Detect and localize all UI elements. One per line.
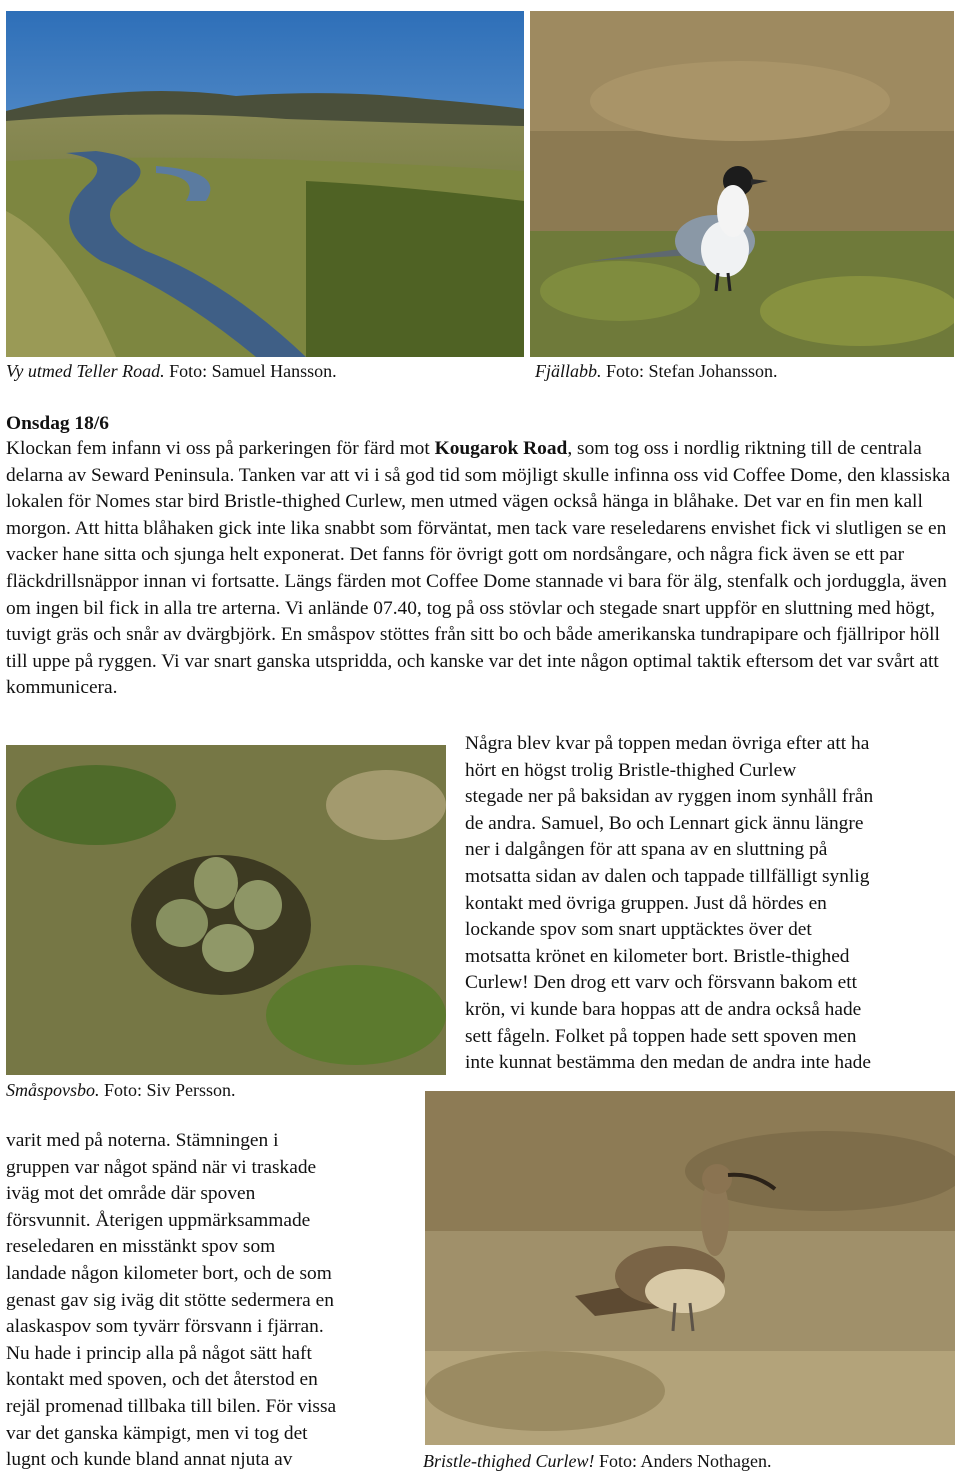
paragraph-intro xyxy=(6,436,958,702)
text-line: kontakt med övriga gruppen. Just då hördes en xyxy=(465,892,827,914)
landscape-caption xyxy=(6,360,337,382)
caption-credit: Foto: Siv Persson. xyxy=(99,1080,236,1100)
caption-italic: Fjällabb. xyxy=(535,361,602,381)
intro-text-start: Klockan fem infann vi oss på parkeringen för färd mot xyxy=(6,438,435,459)
tern-caption xyxy=(535,360,778,382)
tern-photo xyxy=(530,11,954,357)
day-heading: Onsdag 18/6 xyxy=(6,413,109,434)
text-line: de andra. Samuel, Bo och Lennart gick ännu längre xyxy=(465,812,864,834)
caption-italic: Småspovsbo. xyxy=(6,1080,100,1100)
text-line: genast gav sig iväg dit stötte sedermera en xyxy=(6,1289,334,1311)
landscape-photo xyxy=(6,11,524,357)
intro-text-rest: , som tog oss i nordlig riktning till de centrala delarna av Seward Peninsula. Tanken var att vi i så god tid som möjligt skulle infinna oss vid Coffee Dome, den klassiska lokalen för Nomes star bird Bristle-thighed Curlew, men utmed vägen också hänga in blåhake. Det var en fin men kall morgon. Att hitta blåhaken gick inte lika snabbt som förväntat, men tack vare reseledarens envishet fick vi slutligen se en vacker hane sitta och sjunga helt exponerat. Det fanns för övrigt gott om nordsångare, och några fick även se ett par fläckdrillsnäppor innan vi fortsatte. Längs färden mot Coffee Dome stannade vi bara för älg, stenfalk och jorduggla, även om ingen bil fick in alla tre arterna. Vi anlände 07.40, tog på oss stövlar och stegade snart uppför en sluttning med högt, tuvigt gräs och snår av dvärgbjörk. En småspov stöttes från sitt bo och både amerikanska tundrapipare och fjällripor höll till uppe på ryggen. Vi var snart ganska utspridda, och kanske var det inte någon optimal taktik eftersom det var svårt att kommunicera. xyxy=(6,438,951,699)
text-line: kontakt med spoven, och det återstod en xyxy=(6,1369,318,1391)
text-line: alaskaspov som tyvärr försvann i fjärran. xyxy=(6,1316,324,1338)
text-line: Nu hade i princip alla på något sätt haft xyxy=(6,1342,312,1364)
caption-italic: Bristle-thighed Curlew! xyxy=(423,1451,595,1471)
caption-credit: Foto: Anders Nothagen. xyxy=(594,1451,772,1471)
text-line: reseledaren en misstänkt spov som xyxy=(6,1236,276,1258)
text-line: Några blev kvar på toppen medan övriga efter att ha xyxy=(465,733,870,754)
text-line: sett fågeln. Folket på toppen hade sett spoven men xyxy=(465,1025,857,1047)
text-line: varit med på noterna. Stämningen i xyxy=(6,1130,279,1151)
text-line: motsatta krönet en kilometer bort. Bristle-thighed xyxy=(465,945,850,967)
kougarok-road-bold: Kougarok Road xyxy=(434,438,568,459)
text-line: ner i dalgången för att spana av en sluttning på xyxy=(465,839,828,861)
paragraph-left-column xyxy=(6,1128,421,1474)
text-line: stegade ner på baksidan av ryggen inom synhåll från xyxy=(465,786,874,808)
paragraph-right-column xyxy=(465,731,960,1077)
nest-photo xyxy=(6,745,446,1075)
paragraph-intro-text xyxy=(6,436,958,702)
text-line: lockande spov som snart upptäcktes över det xyxy=(465,919,812,941)
text-line: inte kunnat bestämma den medan de andra inte hade xyxy=(465,1052,871,1074)
nest-caption xyxy=(6,1079,236,1101)
text-line: krön, vi kunde bara hoppas att de andra också hade xyxy=(465,998,862,1020)
text-line: rejäl promenad tillbaka till bilen. För vissa xyxy=(6,1395,337,1417)
text-line: försvunnit. Återigen uppmärksammade xyxy=(6,1209,311,1231)
text-line: lugnt och kunde bland annat njuta av xyxy=(6,1449,293,1471)
text-line: hört en högst trolig Bristle-thighed Curlew xyxy=(465,759,797,781)
text-line: gruppen var något spänd när vi traskade xyxy=(6,1156,317,1178)
curlew-caption xyxy=(423,1450,771,1472)
caption-italic: Vy utmed Teller Road. xyxy=(6,361,165,381)
text-line: iväg mot det område där spoven xyxy=(6,1183,256,1205)
text-line: landade någon kilometer bort, och de som xyxy=(6,1262,332,1284)
text-line: Curlew! Den drog ett varv och försvann bakom ett xyxy=(465,972,858,994)
text-line: var det ganska kämpigt, men vi tog det xyxy=(6,1422,308,1444)
curlew-photo xyxy=(425,1091,955,1445)
caption-credit: Foto: Samuel Hansson. xyxy=(164,361,337,381)
caption-credit: Foto: Stefan Johansson. xyxy=(601,361,778,381)
text-line: motsatta sidan av dalen och tappade tillfälligt synlig xyxy=(465,865,870,887)
